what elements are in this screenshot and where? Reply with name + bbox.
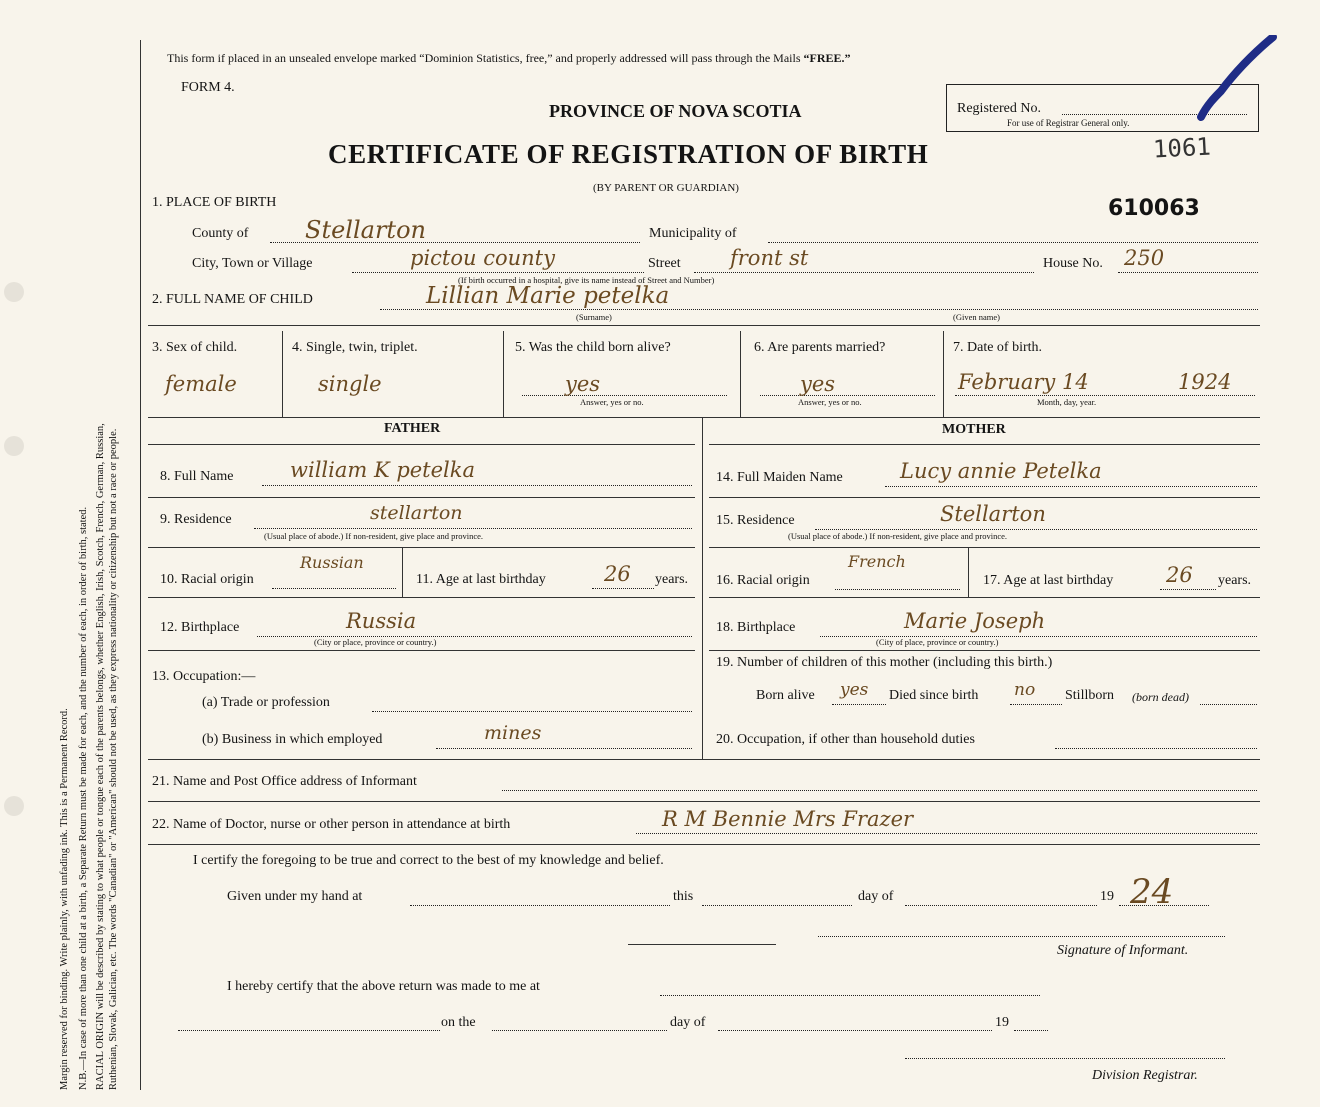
certificate-title: CERTIFICATE OF REGISTRATION OF BIRTH (328, 139, 929, 169)
margin-line-4: Ruthenian, Slovak, Galician, etc. The words "Canadian" or "American" should not be used, as they express nationality or citizenship but not a race or people. (108, 428, 119, 1090)
father-name-label: 8. Full Name (160, 469, 234, 484)
father-age-years: years. (655, 572, 689, 587)
informant-label: 21. Name and Post Office address of Informant (152, 774, 417, 789)
mother-name-value: Lucy annie Petelka (900, 459, 1102, 483)
registrar-certification-line: I hereby certify that the above return was made to me at (227, 979, 540, 994)
certification-year-value: 24 (1130, 872, 1174, 912)
margin-instructions (58, 40, 120, 1090)
multiple-birth-label: 4. Single, twin, triplet. (292, 340, 418, 355)
father-birthplace-value: Russia (346, 609, 417, 633)
mother-racial-value: French (848, 552, 906, 571)
mother-age-years: years. (1218, 573, 1252, 588)
province-title: PROVINCE OF NOVA SCOTIA (549, 101, 802, 121)
margin-line-3: RACIAL ORIGIN will be described by stating to what people or tongue each of the parents belongs, whether English, Irish, Scotch, French, German, Russian, (95, 423, 106, 1090)
father-birthplace-label: 12. Birthplace (160, 620, 240, 635)
father-racial-value: Russian (300, 553, 364, 572)
year-prefix-2: 19 (995, 1015, 1009, 1030)
multiple-birth-value: single (318, 372, 382, 396)
date-of-birth-note: Month, day, year. (1037, 397, 1097, 407)
father-residence-label: 9. Residence (160, 512, 232, 527)
day-of-label: day of (858, 889, 894, 904)
mother-name-label: 14. Full Maiden Name (716, 470, 843, 485)
street-label: Street (648, 256, 681, 271)
margin-line-1: Margin reserved for binding. Write plainly, with unfading ink. This is a Permanent Record. (59, 708, 70, 1090)
mail-notice: This form if placed in an unsealed envelope marked “Dominion Statistics, free,” and properly addressed will pass through the Mails “FREE.” (167, 51, 851, 65)
trade-label: (a) Trade or profession (202, 695, 330, 710)
parents-married-value: yes (800, 372, 836, 396)
business-label: (b) Business in which employed (202, 732, 383, 747)
surname-note: (Surname) (576, 312, 612, 322)
mother-racial-label: 16. Racial origin (716, 573, 810, 588)
certificate-number: 610063 (1108, 196, 1200, 221)
born-alive-count-value: yes (840, 680, 869, 700)
place-of-birth-label: 1. PLACE OF BIRTH (152, 195, 277, 210)
doctor-label: 22. Name of Doctor, nurse or other person in attendance at birth (152, 817, 511, 832)
mother-residence-label: 15. Residence (716, 513, 795, 528)
ink-checkmark-icon (1197, 35, 1277, 130)
given-name-note: (Given name) (953, 312, 1000, 322)
mother-residence-value: Stellarton (940, 502, 1046, 526)
stillborn-label: Stillborn (1065, 688, 1115, 703)
given-under-hand-label: Given under my hand at (227, 889, 363, 904)
mother-birthplace-value: Marie Joseph (904, 609, 1046, 633)
county-label: County of (192, 226, 249, 241)
hospital-note: (If birth occurred in a hospital, give its name instead of Street and Number) (458, 275, 715, 285)
city-value: pictou county (410, 246, 555, 270)
certificate-subtitle: (BY PARENT OR GUARDIAN) (593, 182, 739, 194)
father-abode-note: (Usual place of abode.) If non-resident, give place and province. (264, 531, 484, 541)
year-prefix: 19 (1100, 889, 1114, 904)
child-name-label: 2. FULL NAME OF CHILD (152, 292, 313, 307)
business-value: mines (484, 722, 542, 744)
father-heading: FATHER (384, 421, 441, 436)
born-alive-note: Answer, yes or no. (580, 397, 644, 407)
doctor-value: R M Bennie Mrs Frazer (662, 807, 914, 831)
registered-box (946, 84, 1259, 132)
margin-rule (140, 40, 141, 1090)
born-alive-count-label: Born alive (756, 688, 815, 703)
mother-occupation-label: 20. Occupation, if other than household duties (716, 732, 975, 747)
county-value: Stellarton (305, 216, 426, 244)
sex-label: 3. Sex of child. (152, 340, 238, 355)
stillborn-note: (born dead) (1132, 690, 1189, 704)
house-value: 250 (1124, 246, 1165, 270)
father-age-value: 26 (604, 562, 631, 586)
street-value: front st (730, 246, 809, 270)
mother-abode-note: (Usual place of abode.) If non-resident, give place and province. (788, 531, 1008, 541)
sex-value: female (165, 372, 237, 396)
registered-no-label: Registered No. (957, 101, 1041, 116)
parents-married-label: 6. Are parents married? (754, 340, 886, 355)
division-registrar-label: Division Registrar. (1092, 1068, 1198, 1083)
punch-hole-middle (4, 436, 24, 456)
parents-married-note: Answer, yes or no. (798, 397, 862, 407)
signature-of-informant-label: Signature of Informant. (1057, 943, 1189, 958)
punch-hole-top (4, 282, 24, 302)
municipality-label: Municipality of (649, 226, 737, 241)
stamp-number: 1061 (1152, 132, 1212, 164)
mother-birthplace-note: (City of place, province or country.) (876, 637, 999, 647)
father-age-label: 11. Age at last birthday (416, 572, 546, 587)
mother-birthplace-label: 18. Birthplace (716, 620, 796, 635)
house-label: House No. (1043, 256, 1103, 271)
form-number: FORM 4. (181, 80, 235, 95)
mother-heading: MOTHER (942, 422, 1006, 437)
father-racial-label: 10. Racial origin (160, 572, 254, 587)
date-of-birth-value: February 14 (958, 370, 1089, 394)
margin-line-2: N.B.—In case of more than one child at a birth, a Separate Return must be made for each, and the number of each, in order of birth, stated. (78, 506, 89, 1090)
punch-hole-lower (4, 796, 24, 816)
father-name-value: william K petelka (290, 458, 476, 482)
born-alive-value: yes (565, 372, 601, 396)
father-occupation-label: 13. Occupation:— (152, 669, 256, 684)
day-of-label-2: day of (670, 1015, 706, 1030)
died-since-birth-label: Died since birth (889, 688, 979, 703)
born-alive-label: 5. Was the child born alive? (515, 340, 671, 355)
father-birthplace-note: (City or place, province or country.) (314, 637, 437, 647)
date-of-birth-year: 1924 (1178, 370, 1232, 394)
died-since-birth-value: no (1014, 680, 1036, 700)
mother-age-label: 17. Age at last birthday (983, 573, 1114, 588)
certification-statement: I certify the foregoing to be true and correct to the best of my knowledge and belief. (193, 853, 664, 868)
date-of-birth-label: 7. Date of birth. (953, 340, 1043, 355)
mother-age-value: 26 (1166, 563, 1193, 587)
father-residence-value: stellarton (370, 502, 463, 524)
city-label: City, Town or Village (192, 256, 313, 271)
on-the-label: on the (441, 1015, 476, 1030)
children-count-label: 19. Number of children of this mother (including this birth.) (716, 655, 1053, 670)
child-name-value: Lillian Marie petelka (426, 283, 670, 309)
this-label: this (673, 889, 694, 904)
registrar-use-note: For use of Registrar General only. (1007, 118, 1130, 128)
